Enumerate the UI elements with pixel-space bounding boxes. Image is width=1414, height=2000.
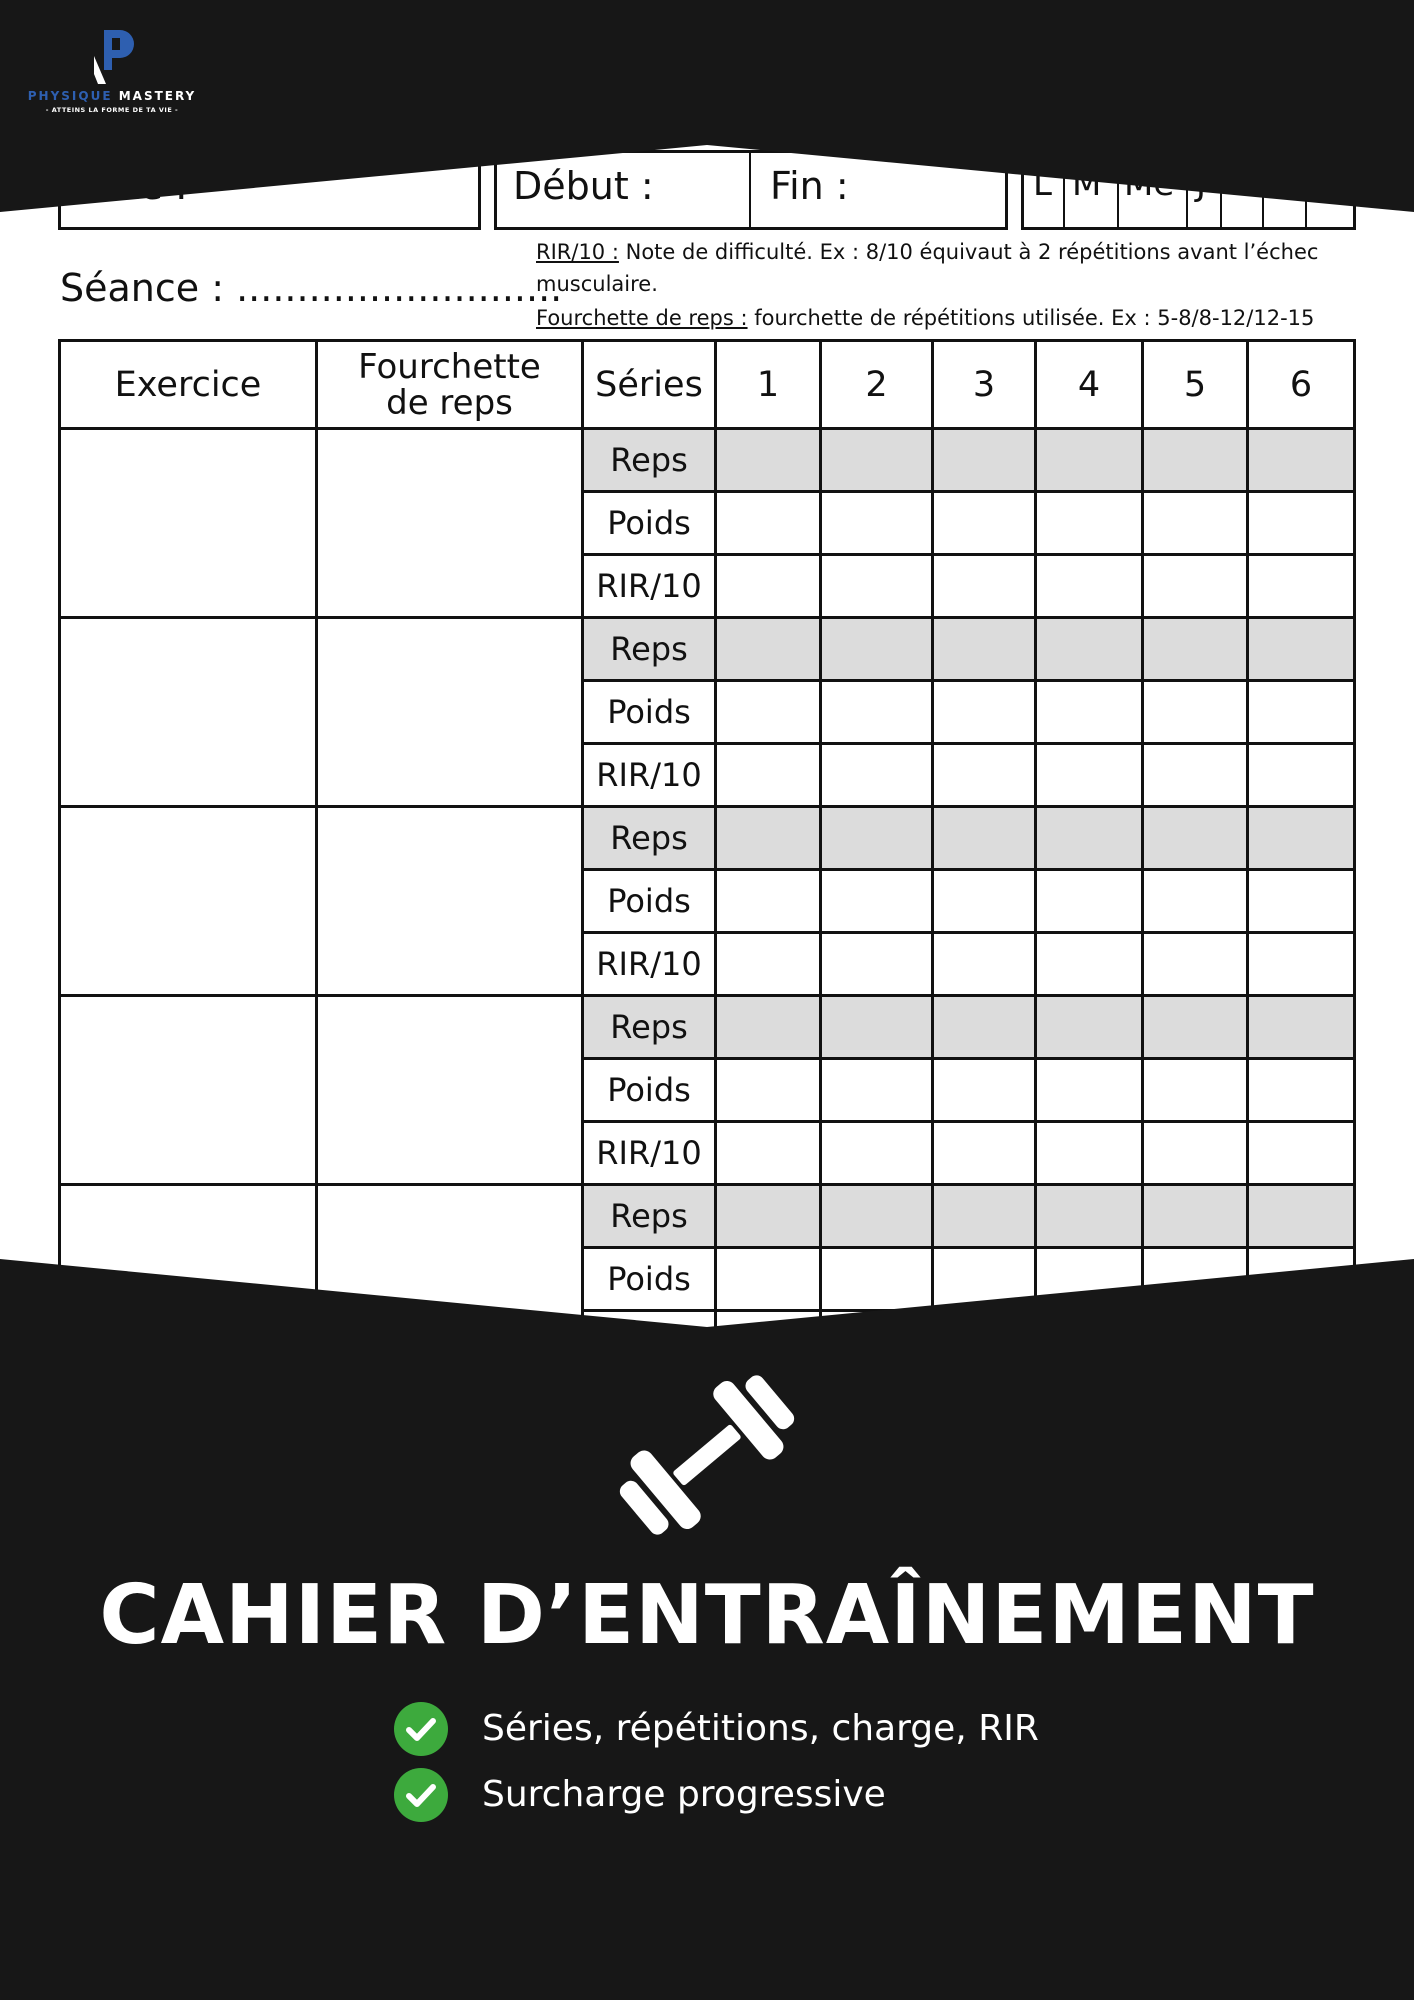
- legend-range-text: fourchette de répétitions utilisée. Ex : 5-8/8-12/12-15: [747, 306, 1315, 330]
- set-cell[interactable]: [716, 681, 821, 744]
- set-cell[interactable]: [1143, 681, 1248, 744]
- set-cell[interactable]: [933, 1185, 1036, 1248]
- table-body: [60, 429, 1355, 1374]
- series-label: Poids: [583, 1248, 716, 1311]
- set-cell[interactable]: [1248, 1185, 1355, 1248]
- set-cell[interactable]: [1143, 744, 1248, 807]
- set-cell[interactable]: [933, 807, 1036, 870]
- set-cell[interactable]: [933, 429, 1036, 492]
- series-label: Poids: [583, 870, 716, 933]
- set-cell[interactable]: [716, 1122, 821, 1185]
- set-cell[interactable]: [1036, 1185, 1143, 1248]
- exercise-cell[interactable]: [60, 807, 317, 996]
- training-log-table: [58, 339, 1356, 1375]
- set-cell[interactable]: [821, 1122, 933, 1185]
- set-cell[interactable]: [821, 618, 933, 681]
- series-label: Poids: [583, 492, 716, 555]
- set-cell[interactable]: [1143, 1122, 1248, 1185]
- set-cell[interactable]: [1248, 681, 1355, 744]
- set-cell[interactable]: [1036, 996, 1143, 1059]
- set-cell[interactable]: [1248, 870, 1355, 933]
- set-cell[interactable]: [716, 1185, 821, 1248]
- set-header: 4: [1036, 341, 1143, 429]
- set-cell[interactable]: [821, 429, 933, 492]
- rep-range-cell[interactable]: [317, 807, 583, 996]
- set-cell[interactable]: [1248, 555, 1355, 618]
- set-cell[interactable]: [1036, 681, 1143, 744]
- check-circle-icon: [394, 1702, 448, 1756]
- brand-tagline: - ATTEINS LA FORME DE TA VIE -: [45, 106, 179, 114]
- set-cell[interactable]: [1143, 933, 1248, 996]
- set-cell[interactable]: [1036, 1122, 1143, 1185]
- set-cell[interactable]: [1143, 618, 1248, 681]
- set-cell[interactable]: [821, 807, 933, 870]
- set-cell[interactable]: [821, 996, 933, 1059]
- feature-text: Séries, répétitions, charge, RIR: [482, 1708, 1039, 1749]
- table-row: [60, 429, 1355, 492]
- set-header: 5: [1143, 341, 1248, 429]
- set-cell[interactable]: [821, 681, 933, 744]
- set-cell[interactable]: [933, 933, 1036, 996]
- set-cell[interactable]: [716, 429, 821, 492]
- series-label: RIR/10: [583, 555, 716, 618]
- set-cell[interactable]: [716, 933, 821, 996]
- session-field[interactable]: Séance : ...........................: [60, 266, 563, 310]
- brand-name: PHYSIQUE MASTERY: [27, 89, 197, 103]
- set-cell[interactable]: [1143, 492, 1248, 555]
- set-cell[interactable]: [716, 618, 821, 681]
- set-cell[interactable]: [1036, 555, 1143, 618]
- brand-logo: [22, 26, 202, 126]
- set-cell[interactable]: [1143, 996, 1248, 1059]
- set-header: 1: [716, 341, 821, 429]
- set-cell[interactable]: [1143, 870, 1248, 933]
- table-row: [60, 1185, 1355, 1248]
- series-label: RIR/10: [583, 933, 716, 996]
- set-cell[interactable]: [1248, 744, 1355, 807]
- set-cell[interactable]: [1143, 807, 1248, 870]
- set-cell[interactable]: [821, 933, 933, 996]
- legend-rir-text: Note de difficulté. Ex : 8/10 équivaut à 2 répétitions avant l’échec musculaire.: [536, 240, 1319, 296]
- set-cell[interactable]: [933, 996, 1036, 1059]
- series-label: RIR/10: [583, 744, 716, 807]
- exercise-cell[interactable]: [60, 996, 317, 1185]
- set-cell[interactable]: [1248, 618, 1355, 681]
- set-header: 3: [933, 341, 1036, 429]
- set-cell[interactable]: [1036, 744, 1143, 807]
- cover-title: CAHIER D’ENTRAÎNEMENT: [99, 1568, 1315, 1663]
- exercise-cell[interactable]: [60, 618, 317, 807]
- legend-range-term: Fourchette de reps :: [536, 306, 748, 330]
- day-mardi[interactable]: M: [1072, 164, 1102, 204]
- exercise-cell[interactable]: [60, 429, 317, 618]
- dumbbell-icon: [615, 1370, 799, 1540]
- set-cell[interactable]: [1248, 1059, 1355, 1122]
- set-cell[interactable]: [933, 1059, 1036, 1122]
- series-label: Reps: [583, 429, 716, 492]
- set-cell[interactable]: [716, 807, 821, 870]
- set-cell[interactable]: [821, 1059, 933, 1122]
- table-row: [60, 996, 1355, 1059]
- series-header: Séries: [583, 341, 716, 429]
- day-lundi[interactable]: L: [1033, 164, 1052, 204]
- set-cell[interactable]: [1143, 1185, 1248, 1248]
- set-cell[interactable]: [933, 555, 1036, 618]
- end-label: Fin :: [770, 164, 849, 208]
- set-cell[interactable]: [1248, 807, 1355, 870]
- rep-range-cell[interactable]: [317, 996, 583, 1185]
- set-header: 6: [1248, 341, 1355, 429]
- set-cell[interactable]: [716, 870, 821, 933]
- set-cell[interactable]: [933, 681, 1036, 744]
- set-cell[interactable]: [716, 1059, 821, 1122]
- set-cell[interactable]: [716, 996, 821, 1059]
- series-label: Reps: [583, 996, 716, 1059]
- table-row: [60, 618, 1355, 681]
- series-label: Poids: [583, 681, 716, 744]
- set-cell[interactable]: [1143, 1059, 1248, 1122]
- set-cell[interactable]: [716, 492, 821, 555]
- set-cell[interactable]: [716, 555, 821, 618]
- set-cell[interactable]: [933, 744, 1036, 807]
- set-cell[interactable]: [1036, 618, 1143, 681]
- set-cell[interactable]: [933, 492, 1036, 555]
- feature-text: Surcharge progressive: [482, 1774, 886, 1815]
- set-cell[interactable]: [1036, 429, 1143, 492]
- table-header-row: [60, 341, 1355, 429]
- legend-rir: [536, 236, 1356, 300]
- set-cell[interactable]: [1143, 429, 1248, 492]
- set-cell[interactable]: [821, 744, 933, 807]
- set-cell[interactable]: [821, 492, 933, 555]
- rep-range-header: Fourchette de reps: [317, 341, 583, 429]
- set-cell[interactable]: [933, 870, 1036, 933]
- check-circle-icon: [394, 1768, 448, 1822]
- set-cell[interactable]: [933, 1122, 1036, 1185]
- set-header: 2: [821, 341, 933, 429]
- set-cell[interactable]: [1036, 1059, 1143, 1122]
- set-cell[interactable]: [1143, 555, 1248, 618]
- series-label: Reps: [583, 807, 716, 870]
- set-cell[interactable]: [821, 555, 933, 618]
- logo-mark-icon: [82, 26, 142, 86]
- rep-range-cell[interactable]: [317, 429, 583, 618]
- series-label: Reps: [583, 1185, 716, 1248]
- set-cell[interactable]: [1248, 1122, 1355, 1185]
- set-cell[interactable]: [1036, 492, 1143, 555]
- set-cell[interactable]: [821, 1185, 933, 1248]
- start-label: Début :: [513, 164, 654, 208]
- header-band: [0, 0, 1414, 215]
- series-label: Reps: [583, 618, 716, 681]
- set-cell[interactable]: [1036, 807, 1143, 870]
- legend-rir-term: RIR/10 :: [536, 240, 619, 264]
- set-cell[interactable]: [1036, 933, 1143, 996]
- legend-range: [536, 302, 1386, 334]
- set-cell[interactable]: [1248, 996, 1355, 1059]
- table-row: [60, 807, 1355, 870]
- set-cell[interactable]: [1248, 933, 1355, 996]
- set-cell[interactable]: [1248, 492, 1355, 555]
- series-label: RIR/10: [583, 1122, 716, 1185]
- set-cell[interactable]: [1248, 429, 1355, 492]
- rep-range-cell[interactable]: [317, 618, 583, 807]
- set-cell[interactable]: [821, 870, 933, 933]
- exercise-header: Exercice: [60, 341, 317, 429]
- series-label: Poids: [583, 1059, 716, 1122]
- set-cell[interactable]: [933, 618, 1036, 681]
- set-cell[interactable]: [716, 744, 821, 807]
- set-cell[interactable]: [1036, 870, 1143, 933]
